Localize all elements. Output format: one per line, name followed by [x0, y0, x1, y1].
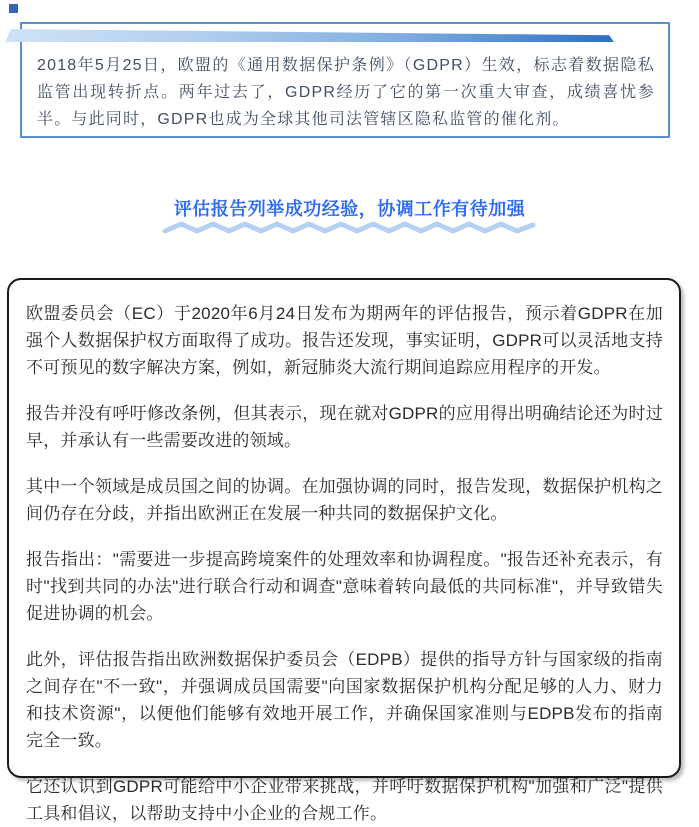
report-paragraph: 其中一个领域是成员国之间的协调。在加强协调的同时，报告发现，数据保护机构之间仍存在分歧，并指出欧洲正在发展一种共同的数据保护文化。: [26, 477, 663, 523]
report-box: [7, 278, 681, 823]
report-paragraph: 它还认识到GDPR可能给中小企业带来挑战，并呼吁数据保护机构"加强和广泛"提供工具和倡议，以帮助支持中小企业的合规工作。: [26, 777, 663, 823]
section-heading: 评估报告列举成功经验，协调工作有待加强: [173, 199, 526, 219]
wave-underline-wrap: [0, 220, 699, 240]
corner-square-decoration: [9, 4, 18, 13]
report-paragraph: 报告并没有呼吁修改条例，但其表示，现在就对GDPR的应用得出明确结论还为时过早，并承认有一些需要改进的领域。: [26, 404, 663, 450]
report-paragraph: 此外，评估报告指出欧洲数据保护委员会（EDPB）提供的指导方针与国家级的指南之间存在"不一致"，并强调成员国需要"向国家数据保护机构分配足够的人力、财力和技术资源"，以便他们能够有效地开展工作，并确保国家准则与EDPB发布的指南完全一致。: [26, 650, 663, 750]
report-paragraph: 报告指出："需要进一步提高跨境案件的处理效率和协调程度。"报告还补充表示，有时"找到共同的办法"进行联合行动和调查"意味着转向最低的共同标准"，并导致错失促进协调的机会。: [26, 550, 663, 623]
intro-text: 2018年5月25日，欧盟的《通用数据保护条例》（GDPR）生效，标志着数据隐私监管出现转折点。两年过去了，GDPR经历了它的第一次重大审查，成绩喜忧参半。与此同时，GDPR也成为全球其他司法管辖区隐私监管的催化剂。: [37, 57, 655, 128]
wave-underline-decoration: [162, 220, 537, 235]
report-paragraph: 欧盟委员会（EC）于2020年6月24日发布为期两年的评估报告，预示着GDPR在加强个人数据保护权方面取得了成功。报告还发现，事实证明，GDPR可以灵活地支持不可预见的数字解决方案，例如，新冠肺炎大流行期间追踪应用程序的开发。: [26, 304, 663, 377]
